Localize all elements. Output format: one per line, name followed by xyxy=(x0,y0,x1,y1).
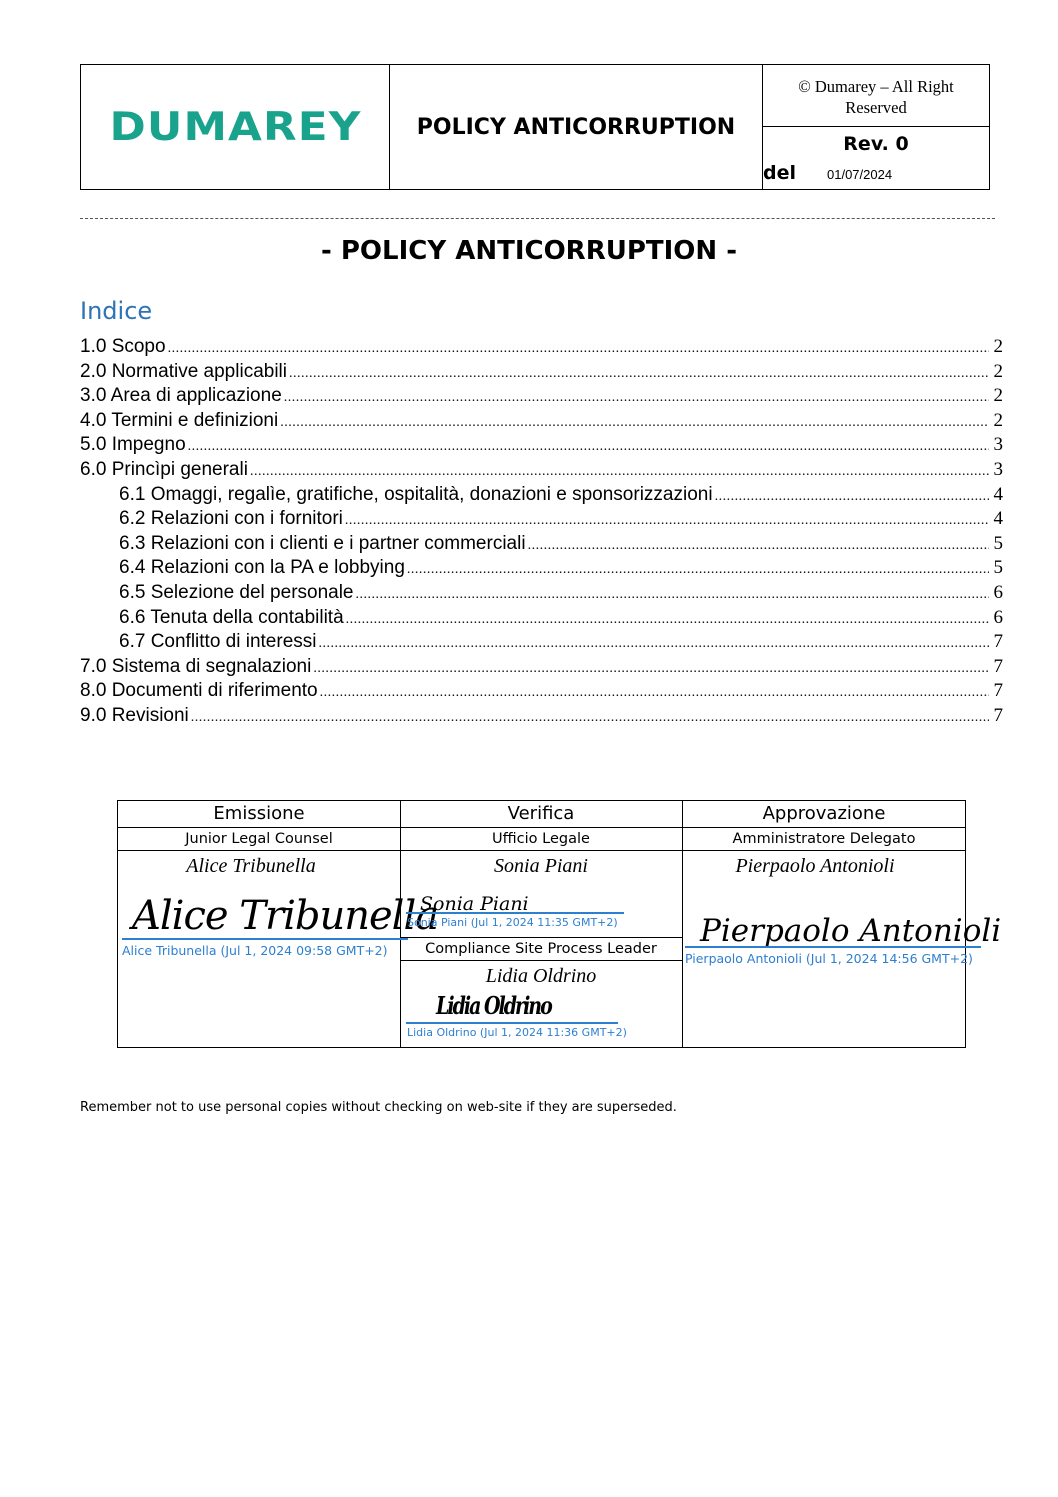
toc-entry-page: 5 xyxy=(993,532,1003,554)
logo-text: DUMAREY xyxy=(109,104,361,150)
revision-label: Rev. 0 xyxy=(843,133,909,155)
approvazione-signature: Pierpaolo Antonioli xyxy=(700,913,1002,949)
toc-leader-dots xyxy=(320,685,989,701)
signature-line xyxy=(122,938,408,940)
toc-entry-page: 2 xyxy=(993,360,1003,382)
footer-note: Remember not to use personal copies without checking on web-site if they are superseded. xyxy=(80,1100,677,1115)
index-heading: Indice xyxy=(80,297,153,325)
toc-entry-label: 6.2 Relazioni con i fornitori xyxy=(119,508,343,530)
toc-leader-dots xyxy=(319,636,990,652)
row-divider xyxy=(400,960,682,961)
toc-entry-page: 6 xyxy=(993,606,1003,628)
verifica-signature: Sonia Piani xyxy=(420,893,529,915)
toc-entry-label: 8.0 Documenti di riferimento xyxy=(80,680,318,702)
toc-entry[interactable] xyxy=(80,705,1003,730)
toc-entry-page: 5 xyxy=(993,557,1003,579)
verifica-role-2: Compliance Site Process Leader xyxy=(425,941,657,957)
dashed-divider xyxy=(80,218,995,219)
toc-entry[interactable] xyxy=(80,631,1003,656)
toc-entry-page: 3 xyxy=(993,434,1003,456)
toc-entry[interactable] xyxy=(80,508,1003,533)
toc-entry-label: 6.0 Princìpi generali xyxy=(80,458,248,480)
toc-entry[interactable] xyxy=(80,484,1003,509)
verifica-role: Ufficio Legale xyxy=(492,831,590,847)
approvazione-header: Approvazione xyxy=(762,803,886,824)
toc-entry[interactable] xyxy=(80,361,1003,386)
approvazione-role: Amministratore Delegato xyxy=(732,831,916,847)
toc-entry-page: 7 xyxy=(993,631,1003,653)
revision-date: 01/07/2024 xyxy=(827,167,893,182)
toc-entry-label: 7.0 Sistema di segnalazioni xyxy=(80,655,312,677)
toc-entry-label: 6.7 Conflitto di interessi xyxy=(119,631,317,653)
toc-leader-dots xyxy=(250,464,989,480)
document-header xyxy=(80,64,990,190)
toc-leader-dots xyxy=(191,710,989,726)
toc-leader-dots xyxy=(528,538,989,554)
copyright-notice xyxy=(763,65,989,127)
toc-entry-label: 3.0 Area di applicazione xyxy=(80,385,282,407)
emissione-role: Junior Legal Counsel xyxy=(185,831,333,847)
verifica-header: Verifica xyxy=(507,803,575,824)
toc-entry[interactable] xyxy=(80,410,1003,435)
toc-entry-label: 5.0 Impegno xyxy=(80,434,186,456)
toc-entry-label: 1.0 Scopo xyxy=(80,336,166,357)
toc-entry-page: 7 xyxy=(993,655,1003,677)
toc-entry[interactable] xyxy=(80,582,1003,607)
emissione-signature: Alice Tribunella xyxy=(132,893,439,939)
toc-entry[interactable] xyxy=(80,336,1003,361)
toc-leader-dots xyxy=(168,341,989,357)
del-label: del xyxy=(763,162,796,184)
toc-leader-dots xyxy=(346,612,989,628)
verifica-signature-2: Lidia Oldrino xyxy=(436,991,551,1021)
verifica-signature-2-meta: Lidia Oldrino (Jul 1, 2024 11:36 GMT+2) xyxy=(407,1026,627,1039)
toc-leader-dots xyxy=(313,661,989,677)
toc-entry-label: 6.4 Relazioni con la PA e lobbying xyxy=(119,557,405,579)
row-divider xyxy=(118,850,965,851)
header-title: POLICY ANTICORRUPTION xyxy=(390,65,763,189)
signature-line xyxy=(406,912,624,914)
toc-entry-page: 6 xyxy=(993,581,1003,603)
toc-entry[interactable] xyxy=(80,557,1003,582)
toc-entry[interactable] xyxy=(80,607,1003,632)
emissione-signature-meta: Alice Tribunella (Jul 1, 2024 09:58 GMT+2) xyxy=(122,943,388,958)
company-logo xyxy=(81,65,390,189)
signature-line xyxy=(685,946,981,948)
signature-line xyxy=(406,1022,618,1024)
toc-entry[interactable] xyxy=(80,533,1003,558)
toc-entry-page: 2 xyxy=(993,385,1003,407)
toc-entry-label: 6.6 Tenuta della contabilità xyxy=(119,606,344,628)
signature-table xyxy=(117,800,1002,1048)
toc-entry-label: 9.0 Revisioni xyxy=(80,704,189,726)
toc-entry-label: 6.3 Relazioni con i clienti e i partner commerciali xyxy=(119,532,526,554)
toc-leader-dots xyxy=(188,439,989,455)
toc-entry[interactable] xyxy=(80,385,1003,410)
toc-entry-page: 4 xyxy=(993,508,1003,530)
toc-entry-label: 4.0 Termini e definizioni xyxy=(80,409,279,431)
toc-entry-page: 4 xyxy=(993,483,1003,505)
toc-leader-dots xyxy=(407,562,989,578)
toc-leader-dots xyxy=(715,489,989,505)
verifica-name-2: Lidia Oldrino xyxy=(485,965,597,987)
toc-entry[interactable] xyxy=(80,434,1003,459)
page-title: - POLICY ANTICORRUPTION - xyxy=(321,236,737,266)
copyright-line-1: © Dumarey – All Right xyxy=(798,77,954,96)
emissione-header: Emissione xyxy=(213,803,305,824)
toc-entry-page: 7 xyxy=(993,680,1003,702)
toc-entry-page: 2 xyxy=(993,336,1003,357)
approvazione-signature-meta: Pierpaolo Antonioli (Jul 1, 2024 14:56 GMT+2) xyxy=(685,951,973,966)
verifica-name: Sonia Piani xyxy=(494,855,588,877)
toc-leader-dots xyxy=(356,587,989,603)
toc-entry-label: 6.5 Selezione del personale xyxy=(119,581,354,603)
copyright-line-2: Reserved xyxy=(845,98,907,117)
toc-leader-dots xyxy=(289,366,989,382)
toc-leader-dots xyxy=(280,415,989,431)
approvazione-name: Pierpaolo Antonioli xyxy=(735,855,895,877)
row-divider xyxy=(118,827,965,828)
verifica-signature-meta: Sonia Piani (Jul 1, 2024 11:35 GMT+2) xyxy=(407,916,618,929)
toc-entry-page: 2 xyxy=(993,409,1003,431)
toc-entry[interactable] xyxy=(80,459,1003,484)
toc-entry-label: 6.1 Omaggi, regalìe, gratifiche, ospitalità, donazioni e sponsorizzazioni xyxy=(119,483,713,505)
toc-leader-dots xyxy=(284,390,989,406)
emissione-name: Alice Tribunella xyxy=(186,855,316,877)
toc-entry-page: 7 xyxy=(993,704,1003,726)
toc-entry[interactable] xyxy=(80,680,1003,705)
toc-leader-dots xyxy=(345,513,989,529)
row-divider xyxy=(400,937,682,938)
table-of-contents xyxy=(80,336,1003,730)
toc-entry-page: 3 xyxy=(993,458,1003,480)
toc-entry-label: 2.0 Normative applicabili xyxy=(80,360,287,382)
toc-entry[interactable] xyxy=(80,656,1003,681)
